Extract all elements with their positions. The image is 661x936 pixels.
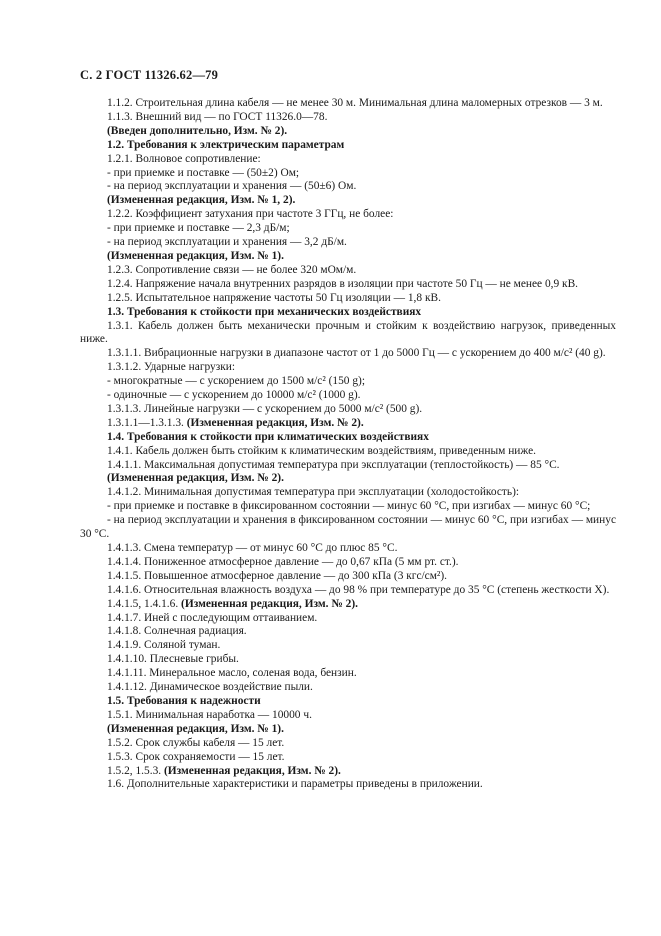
paragraph-text: 1.3. Требования к стойкости при механических воздействиях [107, 305, 422, 318]
paragraph-text: 1.2.5. Испытательное напряжение частоты 50 Гц изоляции — 1,8 кВ. [107, 291, 441, 304]
paragraph-text: - при приемке и поставке — (50±2) Ом; [107, 166, 300, 179]
paragraph-text: (Введен дополнительно, Изм. № 2). [107, 124, 288, 137]
paragraph-text: (Измененная редакция, Изм. № 2). [107, 472, 284, 485]
paragraph [80, 514, 616, 542]
paragraph-text: 1.3.1.1—1.3.1.3. [107, 416, 187, 429]
paragraph [80, 639, 616, 653]
paragraph-text: - многократные — с ускорением до 1500 м/с² (150 g); [107, 375, 365, 388]
paragraph [80, 542, 616, 556]
paragraph [80, 167, 616, 181]
paragraph [80, 612, 616, 626]
paragraph-text: 1.4.1.3. Смена температур — от минус 60 °С до плюс 85 °С. [107, 542, 398, 554]
section-heading [80, 431, 616, 445]
revision-note: (Измененная редакция, Изм. № 2). [163, 764, 341, 777]
paragraph-text: 1.1.3. Внешний вид — по ГОСТ 11326.0—78. [107, 110, 328, 123]
section-heading [80, 194, 616, 208]
paragraph-text: (Измененная редакция, Изм. № 1). [107, 249, 284, 262]
paragraph [80, 570, 616, 584]
paragraph-text: 1.4. Требования к стойкости при климатических воздействиях [107, 430, 429, 443]
paragraph [80, 361, 616, 375]
section-heading [80, 250, 616, 264]
paragraph-text: 1.1.2. Строительная длина кабеля — не менее 30 м. Минимальная длина маломерных отрезков — 3 м. [107, 97, 603, 109]
paragraph [80, 445, 616, 459]
revision-note: (Измененная редакция, Изм. № 2). [181, 597, 358, 610]
paragraph [80, 375, 616, 389]
paragraph-text: 1.2.1. Волновое сопротивление: [107, 152, 261, 165]
paragraph-text: 1.4.1.5. Повышенное атмосферное давление — до 300 кПа (3 кгс/см²). [107, 569, 447, 582]
paragraph-text: 1.3.1.1. Вибрационные нагрузки в диапазоне частот от 1 до 5000 Гц — с ускорением до 400 м/с² (40 g). [107, 347, 606, 360]
revision-note: (Измененная редакция, Изм. № 2). [186, 416, 364, 429]
paragraph [80, 667, 616, 681]
paragraph [80, 751, 616, 765]
paragraph [80, 389, 616, 403]
paragraph-text: 1.4.1.6. Относительная влажность воздуха — до 98 % при температуре до 35 °С (степень жесткости X). [107, 583, 610, 596]
paragraph-text: 1.2. Требования к электрическим параметрам [107, 138, 345, 151]
paragraph [80, 500, 616, 514]
paragraph [80, 584, 616, 598]
paragraph [80, 417, 616, 431]
paragraph-text: 1.4.1.10. Плесневые грибы. [107, 653, 239, 666]
paragraph-text: 1.2.4. Напряжение начала внутренних разрядов в изоляции при частоте 50 Гц — не менее 0,9 кВ. [107, 277, 579, 290]
paragraph-text: (Измененная редакция, Изм. № 1). [107, 722, 284, 735]
paragraph-text: 1.4.1.5, 1.4.1.6. [107, 597, 182, 610]
paragraph [80, 347, 616, 361]
section-heading [80, 125, 616, 139]
section-heading [80, 472, 616, 486]
section-heading [80, 723, 616, 737]
paragraph-text: 1.4.1. Кабель должен быть стойким к климатическим воздействиям, приведенным ниже. [107, 444, 537, 457]
paragraph-text: 1.5. Требования к надежности [107, 694, 261, 707]
paragraph [80, 486, 616, 500]
paragraph [80, 153, 616, 167]
paragraph [80, 278, 616, 292]
section-heading [80, 695, 616, 709]
paragraph [80, 208, 616, 222]
paragraph [80, 180, 616, 194]
paragraph-text: 1.5.1. Минимальная наработка — 10000 ч. [107, 708, 312, 721]
paragraph [80, 778, 616, 792]
paragraph [80, 709, 616, 723]
paragraph [80, 320, 616, 348]
paragraph [80, 403, 616, 417]
paragraph-text: - одиночные — с ускорением до 10000 м/с² (1000 g). [107, 389, 361, 402]
paragraph-text: 1.5.3. Срок сохраняемости — 15 лет. [107, 750, 285, 763]
paragraph-text: 1.4.1.4. Пониженное атмосферное давление — до 0,67 кПа (5 мм рт. ст.). [107, 555, 459, 568]
paragraph-text: 1.4.1.12. Динамическое воздействие пыли. [107, 681, 313, 694]
paragraph-text: 1.4.1.9. Соляной туман. [107, 639, 221, 652]
page-header: С. 2 ГОСТ 11326.62—79 [80, 68, 219, 82]
paragraph-text: - на период эксплуатации и хранения в фиксированном состоянии — минус 60 °С, при изгибах — минус 30 °С. [80, 514, 616, 541]
paragraph [80, 653, 616, 667]
paragraph-text: (Измененная редакция, Изм. № 1, 2). [107, 194, 296, 207]
paragraph [80, 625, 616, 639]
paragraph [80, 765, 616, 779]
paragraph-text: 1.2.3. Сопротивление связи — не более 320 мОм/м. [107, 263, 357, 276]
section-heading [80, 306, 616, 320]
paragraph-text: 1.3.1. Кабель должен быть механически прочным и стойким к воздействию нагрузок, приведенных ниже. [80, 319, 616, 346]
paragraph-text: 1.4.1.8. Солнечная радиация. [107, 625, 247, 638]
paragraph [80, 111, 616, 125]
section-heading [80, 139, 616, 153]
paragraph-text: 1.2.2. Коэффициент затухания при частоте 3 ГГц, не более: [107, 208, 394, 221]
paragraph [80, 264, 616, 278]
paragraph-text: 1.4.1.11. Минеральное масло, соленая вода, бензин. [107, 667, 357, 680]
paragraph [80, 681, 616, 695]
paragraph-text: 1.5.2. Срок службы кабеля — 15 лет. [107, 736, 285, 749]
paragraph [80, 737, 616, 751]
paragraph-text: - при приемке и поставке — 2,3 дБ/м; [107, 222, 290, 235]
paragraph-text: 1.3.1.2. Ударные нагрузки: [107, 361, 236, 374]
paragraph [80, 222, 616, 236]
document-body [80, 97, 616, 792]
paragraph [80, 236, 616, 250]
paragraph-text: 1.3.1.3. Линейные нагрузки — с ускорением до 5000 м/с² (500 g). [107, 402, 423, 415]
paragraph [80, 556, 616, 570]
paragraph [80, 97, 616, 111]
paragraph-text: 1.6. Дополнительные характеристики и параметры приведены в приложении. [107, 778, 483, 791]
paragraph [80, 459, 616, 473]
paragraph-text: - на период эксплуатации и хранения — 3,2 дБ/м. [107, 236, 347, 249]
paragraph-text: 1.4.1.7. Иней с последующим оттаиванием. [107, 611, 318, 624]
paragraph-text: - на период эксплуатации и хранения — (50±6) Ом. [107, 180, 357, 193]
paragraph-text: 1.5.2, 1.5.3. [107, 764, 164, 777]
paragraph [80, 598, 616, 612]
paragraph [80, 292, 616, 306]
paragraph-text: 1.4.1.2. Минимальная допустимая температура при эксплуатации (холодостойкость): [107, 486, 520, 499]
paragraph-text: - при приемке и поставке в фиксированном состоянии — минус 60 °С, при изгибах — минус 60 °С; [107, 500, 591, 513]
paragraph-text: 1.4.1.1. Максимальная допустимая температура при эксплуатации (теплостойкость) — 85 °С. [107, 458, 560, 471]
